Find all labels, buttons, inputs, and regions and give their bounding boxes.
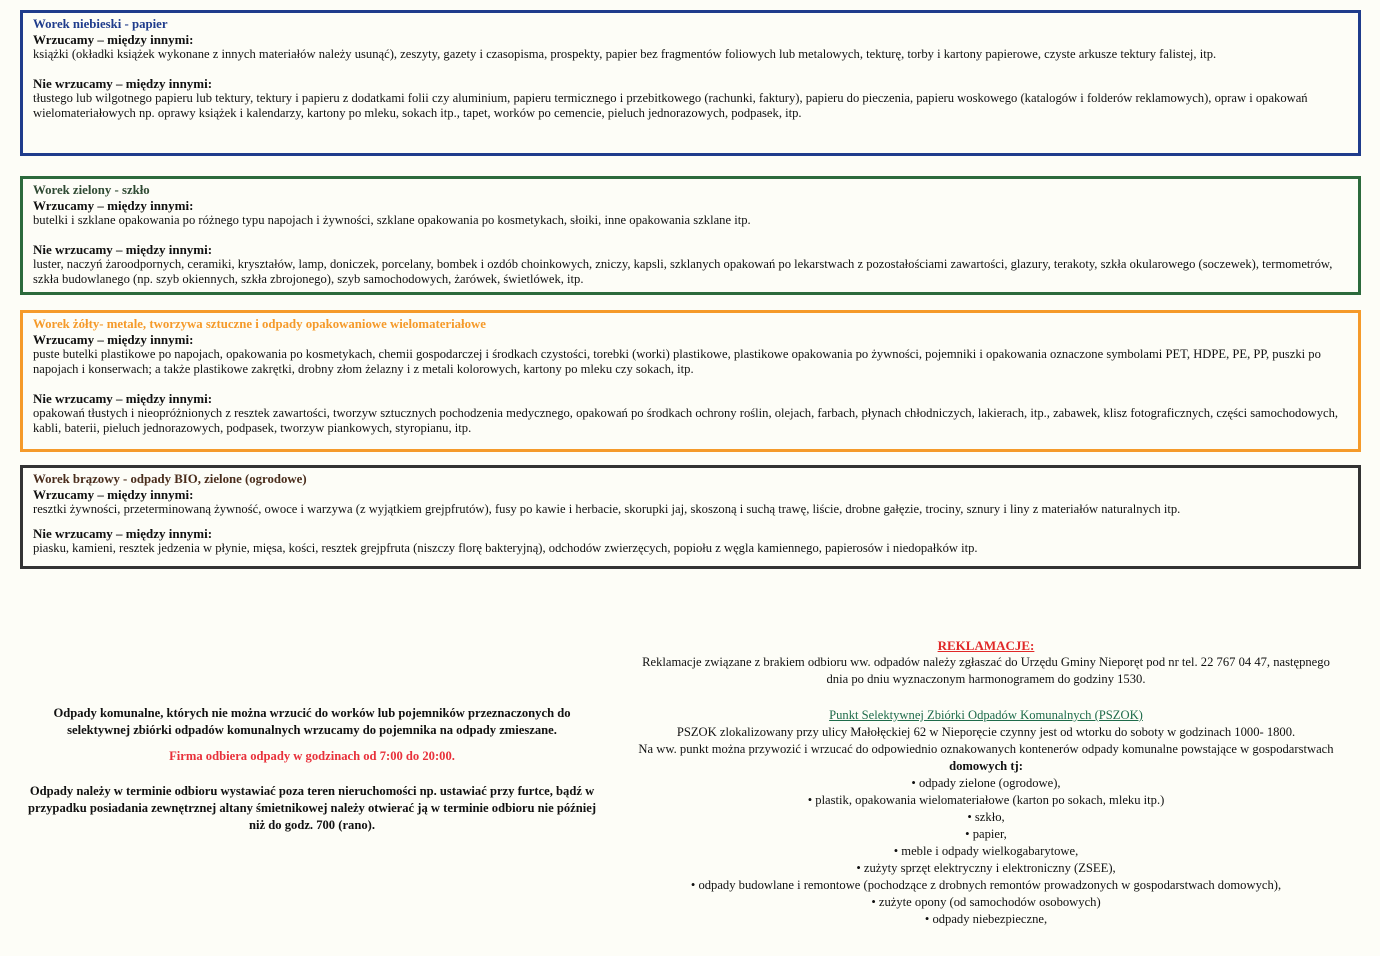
mixed-waste-note: Odpady komunalne, których nie można wrzucić do worków lub pojemników przeznaczonych do selektywnej zbiórki odpadów komunalnych wrzucamy do pojemnika na odpady zmieszane.: [53, 706, 571, 737]
glass-bag-box: [20, 176, 1361, 295]
plastic-accept-text: puste butelki plastikowe po napojach, opakowania po kosmetykach, chemii gospodarczej i środkach czystości, torebki (worki) plastikowe, plastikowe opakowania po żywności, pojemniki i opakowania oznaczone symbolami PET, HDPE, PE, PP, puszki po napojach i konserwach; a także plastikowe zakrętki, drobny złom żelazny i z metali kolorowych, kartony po mleku czy sokach, itp.: [33, 347, 1321, 376]
plastic-accept-label: Wrzucamy – między innymi:: [33, 332, 194, 347]
pszok-description: Na ww. punkt można przywozić i wrzucać do odpowiednio oznakowanych kontenerów odpady komunalne powstające w gospodarstwach: [638, 742, 1334, 756]
placement-note: Odpady należy w terminie odbioru wystawiać poza teren nieruchomości np. ustawiać przy furtce, bądź w przypadku posiadania zewnętrznej altany śmietnikowej należy otwierać ją w terminie odbioru nie później niż do godz. 700 (rano).: [27, 784, 597, 832]
pickup-hours-note: Firma odbiera odpady w godzinach od 7:00 do 20:00.: [169, 749, 455, 763]
paper-accept-text: książki (okładki książek wykonane z innych materiałów należy usunąć), zeszyty, gazety i czasopisma, prospekty, papier bez fragmentów foliowych lub metalowych, tekturę, torby i kartony papierowe, czyste arkusze tektury falistej, itp.: [33, 47, 1217, 61]
complaints-deadline: dnia po dniu wyznaczonym harmonogramem do godziny 1530.: [826, 672, 1146, 686]
list-item: • szkło,: [612, 809, 1360, 826]
list-item: • zużyte opony (od samochodów osobowych): [612, 894, 1360, 911]
complaints-and-pszok: [612, 637, 1360, 928]
list-item: • odpady zielone (ogrodowe),: [612, 775, 1360, 792]
glass-accept-label: Wrzucamy – między innymi:: [33, 198, 194, 213]
paper-bag-box: [20, 10, 1361, 156]
paper-bag-title: Worek niebieski - papier: [33, 17, 168, 31]
complaints-text: Reklamacje związane z brakiem odbioru ww. odpadów należy zgłaszać do Urzędu Gminy Nieporęt pod nr tel. 22 767 04 47, następnego: [642, 655, 1330, 669]
list-item: • odpady budowlane i remontowe (pochodzące z drobnych remontów prowadzonych w gospodarstwach domowych),: [612, 877, 1360, 894]
plastic-reject-text: opakowań tłustych i nieopróżnionych z resztek zawartości, tworzyw sztucznych pochodzenia medycznego, opakowań po środkach ochrony roślin, olejach, farbach, płynach chłodniczych, lakierach, itp., zabawek, klisz fotograficznych, części samochodowych, kabli, baterii, pieluch jednorazowych, podpasek, tworzyw piankowych, styropianu, itp.: [33, 406, 1339, 435]
bio-bag-box: [20, 465, 1361, 569]
glass-bag-title: Worek zielony - szkło: [33, 183, 150, 197]
bio-bag-title: Worek brązowy - odpady BIO, zielone (ogrodowe): [33, 472, 307, 486]
glass-accept-text: butelki i szklane opakowania po różnego typu napojach i żywności, szklane opakowania po kosmetykach, słoiki, inne opakowania szklane itp.: [33, 213, 751, 227]
glass-reject-label: Nie wrzucamy – między innymi:: [33, 242, 213, 257]
pszok-hours: PSZOK zlokalizowany przy ulicy Małołęckiej 62 w Nieporęcie czynny jest od wtorku do soboty w godzinach 1000- 1800.: [676, 725, 1296, 739]
plastic-reject-label: Nie wrzucamy – między innymi:: [33, 391, 213, 406]
plastic-metal-bag-title: Worek żółty- metale, tworzywa sztuczne i odpady opakowaniowe wielomateriałowe: [33, 317, 486, 331]
bio-accept-label: Wrzucamy – między innymi:: [33, 487, 194, 502]
paper-accept-label: Wrzucamy – między innymi:: [33, 32, 194, 47]
list-item: • odpady niebezpieczne,: [612, 911, 1360, 928]
paper-reject-label: Nie wrzucamy – między innymi:: [33, 76, 213, 91]
pszok-items-list: [612, 775, 1360, 928]
plastic-metal-bag-box: [20, 310, 1361, 452]
bio-reject-text: piasku, kamieni, resztek jedzenia w płynie, mięsa, kości, resztek grejpfruta (niszczy florę bakteryjną), odchodów zwierzęcych, popiołu z węgla kamiennego, papierosów i niedopałków itp.: [33, 541, 978, 555]
list-item: • zużyty sprzęt elektryczny i elektroniczny (ZSEE),: [612, 860, 1360, 877]
bio-reject-label: Nie wrzucamy – między innymi:: [33, 526, 213, 541]
paper-reject-text: tłustego lub wilgotnego papieru lub tektury, tektury i papieru z dodatkami folii czy aluminium, papieru termicznego i przebitkowego (rachunki, faktury), papieru do pieczenia, papieru woskowego (katalogów i folderów reklamowych), opraw i opakowań wielomateriałowych np. oprawy książek i kalendarzy, kartony po mleku, sokach itp., tapet, worków po cemencie, pieluch jednorazowych, podpasek, itp.: [33, 91, 1308, 120]
pszok-title: Punkt Selektywnej Zbiórki Odpadów Komunalnych (PSZOK): [829, 708, 1143, 722]
pszok-description-end: domowych tj:: [949, 759, 1023, 773]
list-item: • papier,: [612, 826, 1360, 843]
list-item: • plastik, opakowania wielomateriałowe (karton po sokach, mleku itp.): [612, 792, 1360, 809]
list-item: • meble i odpady wielkogabarytowe,: [612, 843, 1360, 860]
collection-info: [22, 705, 602, 834]
complaints-title: REKLAMACJE:: [937, 638, 1035, 653]
glass-reject-text: luster, naczyń żaroodpornych, ceramiki, kryształów, lamp, doniczek, porcelany, bombek i ozdób choinkowych, zniczy, kapsli, szklanych opakowań po lekarstwach z pozostałościami zawartości, glazury, terakoty, szkła okularowego (soczewek), termometrów, szkła budowlanego (np. szyb okiennych, szkła zbrojonego), szyb samochodowych, żarówek, świetlówek, itp.: [33, 257, 1333, 286]
bio-accept-text: resztki żywności, przeterminowaną żywność, owoce i warzywa (z wyjątkiem grejpfrutów), fusy po kawie i herbacie, skorupki jaj, skoszoną i suchą trawę, liście, drobne gałęzie, trociny, sznury i liny z materiałów naturalnych itp.: [33, 502, 1181, 516]
